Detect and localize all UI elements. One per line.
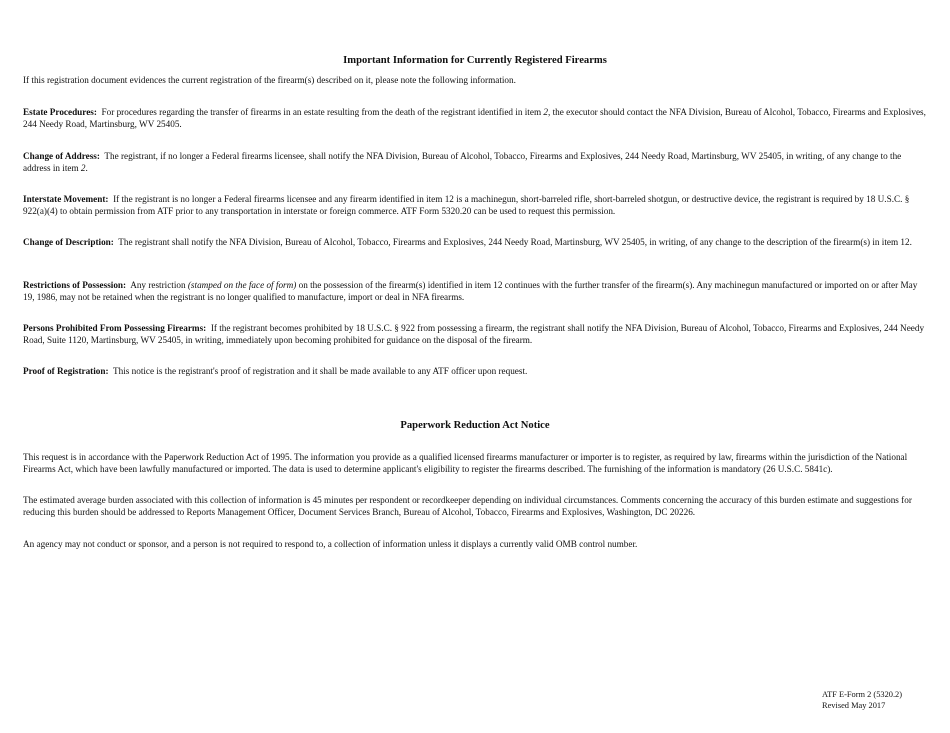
change-of-description-paragraph [23, 237, 928, 249]
restrictions-paragraph [23, 280, 928, 303]
paperwork-paragraph-1: This request is in accordance with the Paperwork Reduction Act of 1995. The information you provide as a qualified licensed firearms manufacturer or importer is to register, as required by law, firearms within the jurisdiction of the National Firearms Act, which have been lawfully manufactured or imported. The data is used to determine applicant's eligibility to register the firearms described. The furnishing of the information is mandatory (26 U.S.C. 5841c). [23, 452, 908, 474]
restrictions-label: Restrictions of Possession: [23, 280, 127, 290]
proof-of-registration-paragraph [23, 366, 928, 378]
proof-of-registration-label: Proof of Registration: [23, 366, 109, 376]
restrictions-text: Any restriction [130, 280, 188, 290]
change-of-address-text: The registrant, if no longer a Federal firearms licensee, shall notify the NFA Division, Bureau of Alcohol, Tobacco, Firearms and Explosives, 244 Needy Road, Martinsburg, WV 25405, in writing, of any change to the address in item [23, 151, 902, 173]
intro-paragraph: If this registration document evidences the current registration of the firearm(s) described on it, please note the following information. [23, 75, 516, 85]
estate-procedures-text: For procedures regarding the transfer of firearms in an estate resulting from the death of the registrant identified in item [101, 107, 544, 117]
form-id: ATF E-Form 2 (5320.2) [822, 690, 903, 699]
revision-date: Revised May 2017 [822, 700, 886, 710]
change-of-address-label: Change of Address: [23, 151, 100, 161]
persons-prohibited-text: If the registrant becomes prohibited by 18 U.S.C. § 922 from possessing a firearm, the registrant shall notify the NFA Division, Bureau of Alcohol, Tobacco, Firearms and Explosives, 244 Needy Road, Suite 1120, Martinsburg, WV 25405, in writing, immediately upon becoming prohibited for guidance on the disposal of the firearm. [23, 323, 925, 345]
section-title-paperwork-reduction: Paperwork Reduction Act Notice [400, 420, 550, 431]
change-of-address-paragraph [23, 151, 928, 174]
interstate-movement-paragraph [23, 194, 928, 217]
proof-of-registration-text: This notice is the registrant's proof of registration and it shall be made available to any ATF officer upon request. [113, 366, 528, 376]
restrictions-italic-note: (stamped on the face of form) [187, 280, 297, 290]
address-item-ref: 2 [80, 162, 86, 173]
form-footer [822, 690, 942, 711]
estate-procedures-text-end: , the executor should contact the NFA Division, Bureau of Alcohol, Tobacco, Firearms and Explosives, 244 Needy Road, Martinsburg, WV 25405. [23, 107, 926, 129]
estate-item-ref: 2 [543, 107, 548, 117]
restrictions-text-end: on the possession of the firearm(s) identified in item 12 continues with the further transfer of the firearm(s). Any machinegun manufactured or imported on or after May 19, 1986, may not be retained when the registrant is no longer qualified to manufacture, import or deal in NFA firearms. [23, 280, 918, 302]
persons-prohibited-paragraph [23, 323, 928, 346]
estate-procedures-label: Estate Procedures: [23, 107, 97, 117]
section-title-registered-firearms: Important Information for Currently Registered Firearms [343, 55, 607, 66]
persons-prohibited-label: Persons Prohibited From Possessing Firearms: [23, 323, 207, 333]
paperwork-paragraph-2: The estimated average burden associated with this collection of information is 45 minutes per respondent or recordkeeper depending on individual circumstances. Comments concerning the accuracy of this burden estimate and suggestions for reducing this burden should be addressed to Reports Management Officer, Document Services Branch, Bureau of Alcohol, Tobacco, Firearms and Explosives, Washington, DC 20226. [23, 495, 912, 517]
estate-procedures-paragraph [23, 107, 928, 130]
change-of-description-text: The registrant shall notify the NFA Division, Bureau of Alcohol, Tobacco, Firearms and Explosives, 244 Needy Road, Martinsburg, WV 25405, in writing, of any change to the description of the firearm(s) in item 12. [118, 237, 912, 247]
paperwork-paragraph-3: An agency may not conduct or sponsor, and a person is not required to respond to, a collection of information unless it displays a currently valid OMB control number. [23, 539, 638, 549]
change-of-description-label: Change of Description: [23, 237, 114, 247]
interstate-movement-label: Interstate Movement: [23, 194, 109, 204]
change-of-address-text-end: . [85, 162, 88, 173]
interstate-movement-text: If the registrant is no longer a Federal firearms licensee and any firearm identified in item 12 is a machinegun, short-barreled rifle, short-barreled shotgun, or destructive device, the registrant is required by 18 U.S.C. § 922(a)(4) to obtain permission from ATF prior to any transportation in interstate or foreign commerce. ATF Form 5320.20 can be used to request this permission. [23, 194, 910, 216]
